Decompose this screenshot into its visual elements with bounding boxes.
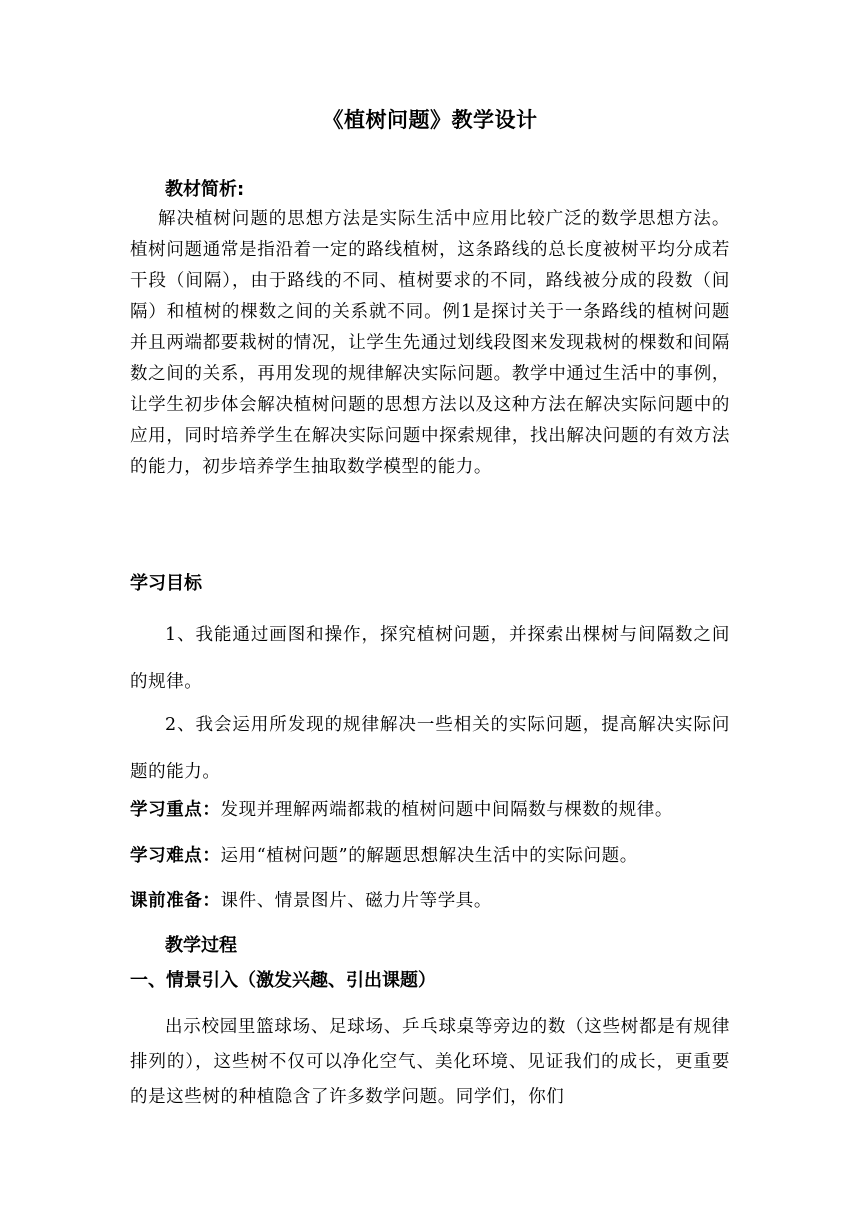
goal-item-1: 1、我能通过画图和操作，探究植树问题，并探索出棵树与间隔数之间的规律。	[130, 625, 730, 692]
difficulty-text: 运用“植树问题”的解题思想解决生活中的实际问题。	[220, 846, 638, 866]
key-point-label: 学习重点：	[130, 800, 221, 820]
preparation-line	[130, 887, 492, 912]
analysis-heading: 教材简析:	[165, 179, 245, 200]
document-title: 《植树问题》教学设计	[322, 108, 538, 132]
goal-item-2: 2、我会运用所发现的规律解决一些相关的实际问题，提高解决实际问题的能力。	[130, 715, 730, 782]
analysis-paragraph: 解决植树问题的思想方法是实际生活中应用比较广泛的数学思想方法。植树问题通常是指沿着一定的路线植树，这条路线的总长度被树平均分成若干段（间隔），由于路线的不同、植树要求的不同，路线被分成的段数（间隔）和植树的棵数之间的关系就不同。例1是探讨关于一条路线的植树问题并且两端都要栽树的情况，让学生先通过划线段图来发现栽树的棵数和间隔数之间的关系，再用发现的规律解决实际问题。教学中通过生活中的事例，让学生初步体会解决植树问题的思想方法以及这种方法在解决实际问题中的应用，同时培养学生在解决实际问题中探索规律，找出解决问题的有效方法的能力，初步培养学生抽取数学模型的能力。	[130, 209, 730, 477]
section1-heading: 一、情景引入（激发兴趣、引出课题）	[130, 970, 436, 991]
preparation-text: 课件、情景图片、磁力片等学具。	[220, 891, 492, 911]
difficulty-line	[130, 842, 638, 867]
section1-paragraph: 出示校园里篮球场、足球场、乒乓球桌等旁边的数（这些树都是有规律排列的），这些树不仅可以净化空气、美化环境、见证我们的成长，更重要的是这些树的种植隐含了许多数学问题。同学们，你们	[130, 1017, 730, 1107]
key-point-text: 发现并理解两端都栽的植树问题中间隔数与棵数的规律。	[220, 800, 673, 820]
key-point-line	[130, 796, 673, 821]
goals-heading: 学习目标	[130, 573, 202, 594]
preparation-label: 课前准备：	[130, 891, 221, 911]
difficulty-label: 学习难点：	[130, 846, 221, 866]
process-heading: 教学过程	[165, 935, 237, 956]
